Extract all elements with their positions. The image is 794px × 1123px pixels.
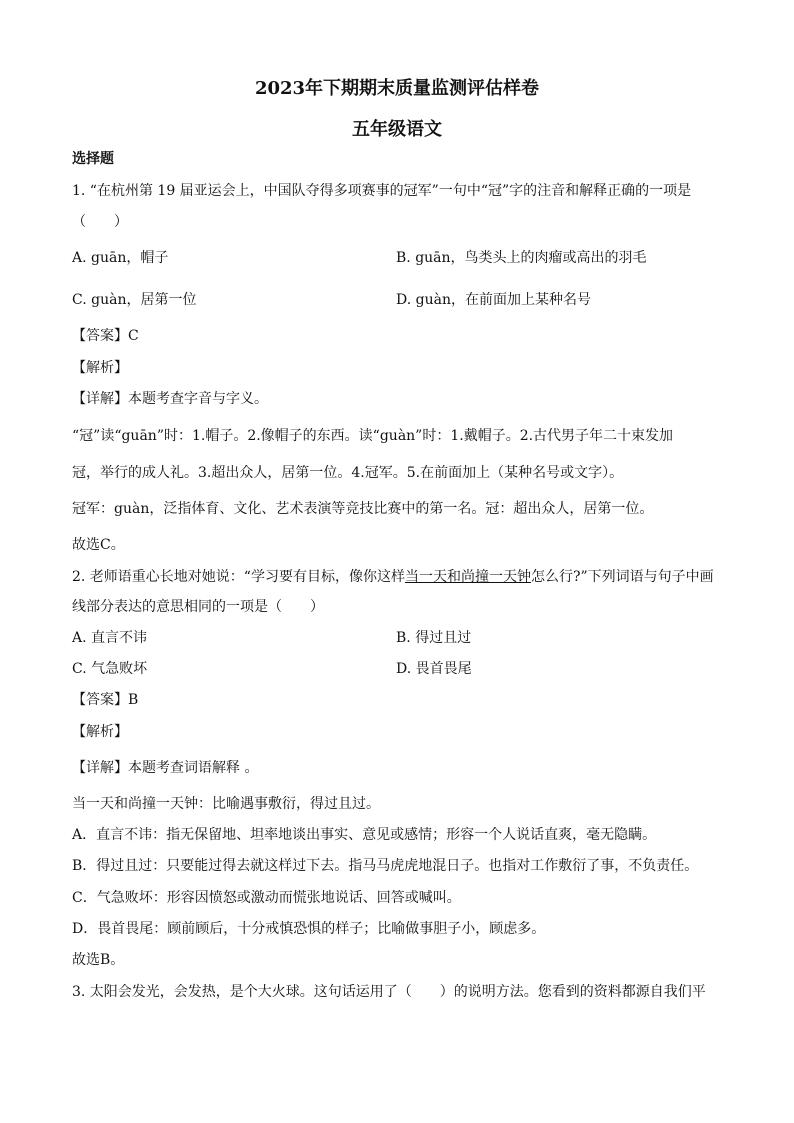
q2-option-c: C. 气急败坏 [72, 661, 148, 677]
section-heading: 选择题 [72, 151, 114, 167]
q2-conclusion: 故选B。 [72, 952, 125, 968]
q2-stem-post: 怎么行?”下列词语与句子中画 [530, 569, 714, 585]
q2-stem-underlined: 当一天和尚撞一天钟 [404, 569, 531, 585]
q2-explanation-b: B．得过且过：只要能过得去就这样过下去。指马马虎虎地混日子。也指对工作敷衍了事，不负责任。 [72, 858, 699, 874]
q1-explanation-1: “冠”读“guān”时：1.帽子。2.像帽子的东西。读“guàn”时：1.戴帽子。2.古代男子年二十束发加 [72, 428, 674, 444]
q1-explanation-3: 冠军：guàn，泛指体育、文化、艺术表演等竞技比赛中的第一名。冠：超出众人，居第一位。 [72, 501, 654, 517]
q3-stem-line1: 3. 太阳会发光，会发热，是个大火球。这句话运用了（ ）的说明方法。您看到的资料都源自我们平 [72, 984, 706, 1000]
q2-option-b: B. 得过且过 [396, 630, 472, 646]
q1-analysis-label: 【解析】 [72, 360, 128, 376]
q1-explanation-2: 冠，举行的成人礼。3.超出众人，居第一位。4.冠军。5.在前面加上（某种名号或文字）。 [72, 465, 624, 481]
q1-conclusion: 故选C。 [72, 537, 125, 553]
exam-subtitle: 五年级语文 [352, 119, 442, 140]
q1-option-c: C. guàn，居第一位 [72, 292, 197, 308]
q2-explanation-a: A．直言不讳：指无保留地、坦率地谈出事实、意见或感情；形容一个人说话直爽，毫无隐瞒。 [72, 827, 657, 843]
q2-stem-pre: 2. 老师语重心长地对她说：“学习要有目标，像你这样 [72, 569, 405, 585]
q2-option-d: D. 畏首畏尾 [396, 661, 472, 677]
q1-stem-line2: （ ） [72, 214, 128, 230]
q1-option-b: B. guān，鸟类头上的肉瘤或高出的羽毛 [396, 250, 647, 266]
q2-answer: 【答案】B [72, 692, 139, 708]
exam-title: 2023年下期期末质量监测评估样卷 [254, 78, 540, 99]
q2-stem-line1 [72, 568, 714, 586]
q2-analysis-label: 【解析】 [72, 724, 128, 740]
q1-option-d: D. guàn，在前面加上某种名号 [396, 292, 591, 308]
q1-stem-line1: 1. “在杭州第 19 届亚运会上，中国队夺得多项赛事的冠军”一句中“冠”字的注音和解释正确的一项是 [72, 183, 692, 199]
q2-explanation-d: D．畏首畏尾：顾前顾后，十分戒慎恐惧的样子；比喻做事胆子小，顾虑多。 [72, 921, 546, 937]
q2-detail: 【详解】本题考查词语解释 。 [72, 760, 259, 776]
q2-stem-line2: 线部分表达的意思相同的一项是（ ） [72, 599, 324, 615]
q2-explanation-0: 当一天和尚撞一天钟：比喻遇事敷衍，得过且过。 [72, 796, 380, 812]
q1-option-a: A. guān，帽子 [72, 250, 169, 266]
q1-detail: 【详解】本题考查字音与字义。 [72, 391, 268, 407]
q2-option-a: A. 直言不讳 [72, 630, 148, 646]
q1-answer: 【答案】C [72, 328, 139, 344]
q2-explanation-c: C．气急败坏：形容因愤怒或激动而慌张地说话、回答或喊叫。 [72, 890, 461, 906]
